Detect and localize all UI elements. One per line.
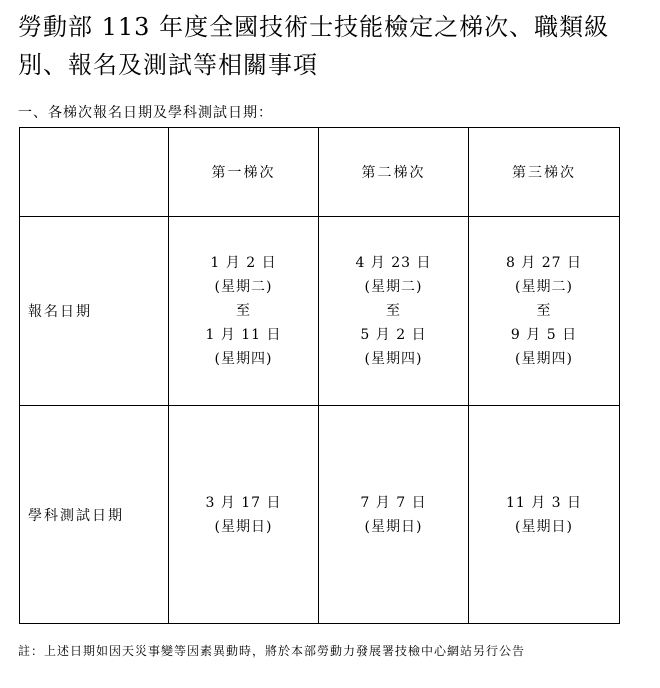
registration-start-date: 4 月 23 日 — [355, 255, 432, 271]
registration-dates-batch-3 — [469, 217, 620, 406]
registration-start-date: 1 月 2 日 — [210, 255, 277, 271]
row-label-registration: 報名日期 — [20, 217, 169, 406]
section-heading: 一、各梯次報名日期及學科測試日期： — [18, 105, 273, 121]
written-test-date: 11 月 3 日 — [505, 494, 583, 511]
footnote-text: 上述日期如因天災事變等因素異動時，將於本部勞動力發展署技檢中心網站另行公告 — [44, 644, 526, 658]
written-test-weekday: (星期日) — [515, 518, 573, 535]
registration-start-weekday: (星期二) — [364, 279, 423, 295]
page-title: 勞動部 113 年度全國技術士技能檢定之梯次、職類級別、報名及測試等相關事項 — [18, 13, 610, 79]
date-range-separator: 至 — [386, 303, 401, 319]
written-test-date: 7 月 7 日 — [360, 494, 427, 511]
written-test-weekday: (星期日) — [214, 518, 273, 535]
footnote — [18, 641, 628, 662]
footnote-prefix: 註： — [18, 644, 45, 658]
registration-start-date: 8 月 27 日 — [505, 255, 583, 271]
schedule-table — [19, 127, 620, 624]
written-test-date-batch-1 — [169, 406, 319, 624]
table-row-written-test — [20, 406, 620, 624]
registration-dates-batch-1 — [169, 217, 319, 406]
registration-start-weekday: (星期二) — [515, 279, 573, 295]
table-corner-cell — [20, 128, 169, 217]
registration-end-weekday: (星期四) — [364, 351, 423, 367]
written-test-date-batch-3 — [469, 406, 620, 624]
registration-end-weekday: (星期四) — [515, 351, 573, 367]
table-row-registration — [20, 217, 620, 406]
registration-end-date: 9 月 5 日 — [510, 327, 578, 343]
column-header-batch-2: 第二梯次 — [319, 128, 469, 217]
date-range-separator: 至 — [536, 303, 552, 319]
registration-dates-batch-2 — [319, 217, 469, 406]
date-range-separator: 至 — [236, 303, 251, 319]
column-header-batch-1: 第一梯次 — [169, 128, 319, 217]
registration-end-weekday: (星期四) — [214, 351, 273, 367]
written-test-weekday: (星期日) — [364, 518, 423, 535]
written-test-date: 3 月 17 日 — [205, 494, 282, 511]
row-label-written-test: 學科測試日期 — [20, 406, 169, 624]
registration-start-weekday: (星期二) — [214, 279, 273, 295]
written-test-date-batch-2 — [319, 406, 469, 624]
column-header-batch-3: 第三梯次 — [469, 128, 620, 217]
registration-end-date: 1 月 11 日 — [205, 327, 282, 343]
table-header-row — [20, 128, 620, 217]
registration-end-date: 5 月 2 日 — [360, 327, 427, 343]
